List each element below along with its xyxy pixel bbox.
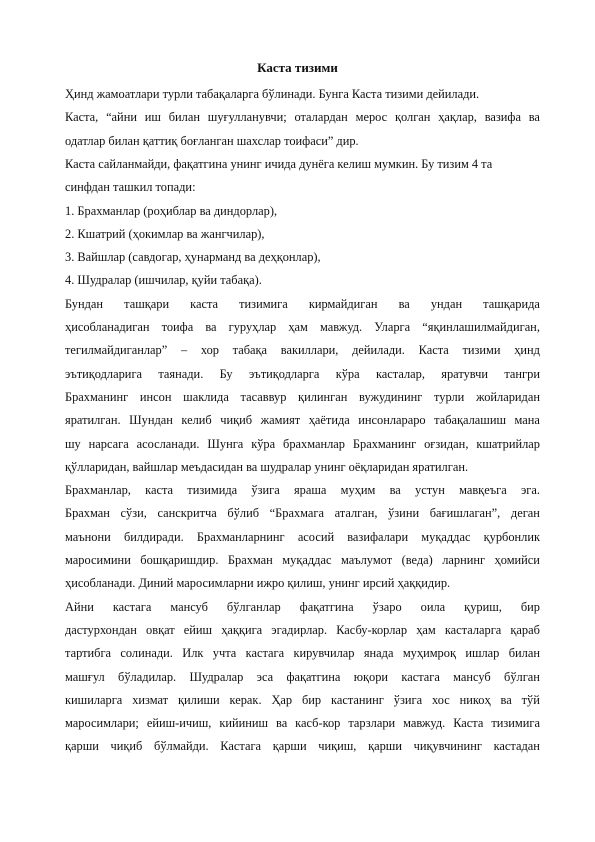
text-line: шу нарсага асосланади. Шунга кўра брахманлар Брахманинг оғзидан, кшатрийлар xyxy=(65,436,540,451)
page-title: Каста тизими xyxy=(257,60,338,75)
text-line: тартибга солинади. Илк учта кастага кирувчилар янада муҳимроқ ишлар билан xyxy=(65,646,540,661)
text-line: қарши чиқиб бўлмайди. Кастага қарши чиқиш, қарши чиқувчининг кастадан xyxy=(65,739,540,754)
text-line: яратилган. Шундан келиб чиқиб жамият ҳаётида инсонлараро табақалашиш мана xyxy=(65,413,540,428)
text-line: 3. Вайшлар (савдогар, ҳунарманд ва деҳқонлар), xyxy=(65,250,321,265)
text-line: одатлар билан қаттиқ боғланган шахслар тоифаси” дир. xyxy=(65,133,359,148)
text-line: кишиларга хизмат қилиши керак. Ҳар бир кастанинг ўзига хос никоҳ ва тўй xyxy=(65,692,540,707)
text-line: Каста сайланмайди, фақатгина унинг ичида дунёга келиш мумкин. Бу тизим 4 та xyxy=(65,156,493,171)
text-line: Айни кастага мансуб бўлганлар фақатгина ўзаро оила қуриш, бир xyxy=(65,599,540,614)
text-line: 2. Кшатрий (ҳокимлар ва жангчилар), xyxy=(65,226,265,241)
text-line: Брахманлар, каста тизимида ўзига яраша муҳим ва устун мавқеъга эга. xyxy=(65,483,540,498)
text-line: Брахман сўзи, санскритча бўлиб “Брахмага аталган, ўзини бағишлаган”, деган xyxy=(65,506,540,521)
text-line: дастурхондан овқат ейиш ҳаққига эгадирлар. Касбу-корлар ҳам касталарга қараб xyxy=(65,622,540,637)
text-line: тегилмайдиганлар” – хор табақа вакиллари, дейилади. Каста тизими ҳинд xyxy=(65,343,540,358)
text-line: Бундан ташқари каста тизимига кирмайдиган ва ундан ташқарида xyxy=(65,296,540,311)
text-line: Каста, “айни иш билан шуғулланувчи; оталардан мерос қолган ҳақлар, вазифа ва xyxy=(65,110,540,125)
text-line: маросимлари; ейиш-ичиш, кийиниш ва касб-кор тарзлари мавжуд. Каста тизимига xyxy=(65,716,540,731)
text-line: синфдан ташкил топади: xyxy=(65,180,196,195)
text-line: машғул бўладилар. Шудралар эса фақатгина юқори кастага мансуб бўлган xyxy=(65,669,540,684)
text-line: ҳисобланади. Диний маросимларни ижро қилиш, унинг ирсий ҳаққидир. xyxy=(65,576,451,591)
text-line: ҳисобланадиган тоифа ва гуруҳлар ҳам мавжуд. Уларга “яқинлашилмайдиган, xyxy=(65,320,540,334)
text-line: маросимини бошқаришдир. Брахман муқаддас маълумот (веда) ларнинг ҳомийси xyxy=(65,553,540,567)
text-line: эътиқодларига таянади. Бу эътиқодларга кўра касталар, яратувчи тангри xyxy=(65,366,540,381)
text-line: Ҳинд жамоатлари турли табақаларга бўлинади. Бунга Каста тизими дейилади. xyxy=(65,87,480,101)
text-line: маънони билдиради. Брахманларнинг асосий вазифалари муқаддас қурбонлик xyxy=(65,529,540,544)
text-line: қўлларидан, вайшлар меъдасидан ва шудралар унинг оёқларидан яратилган. xyxy=(65,459,469,474)
text-line: 1. Брахманлар (роҳиблар ва диндорлар), xyxy=(65,203,278,218)
text-line: Брахманинг инсон шаклида тасаввур қилинган вужудининг турли жойларидан xyxy=(65,389,540,404)
text-line: 4. Шудралар (ишчилар, қуйи табақа). xyxy=(65,273,262,288)
